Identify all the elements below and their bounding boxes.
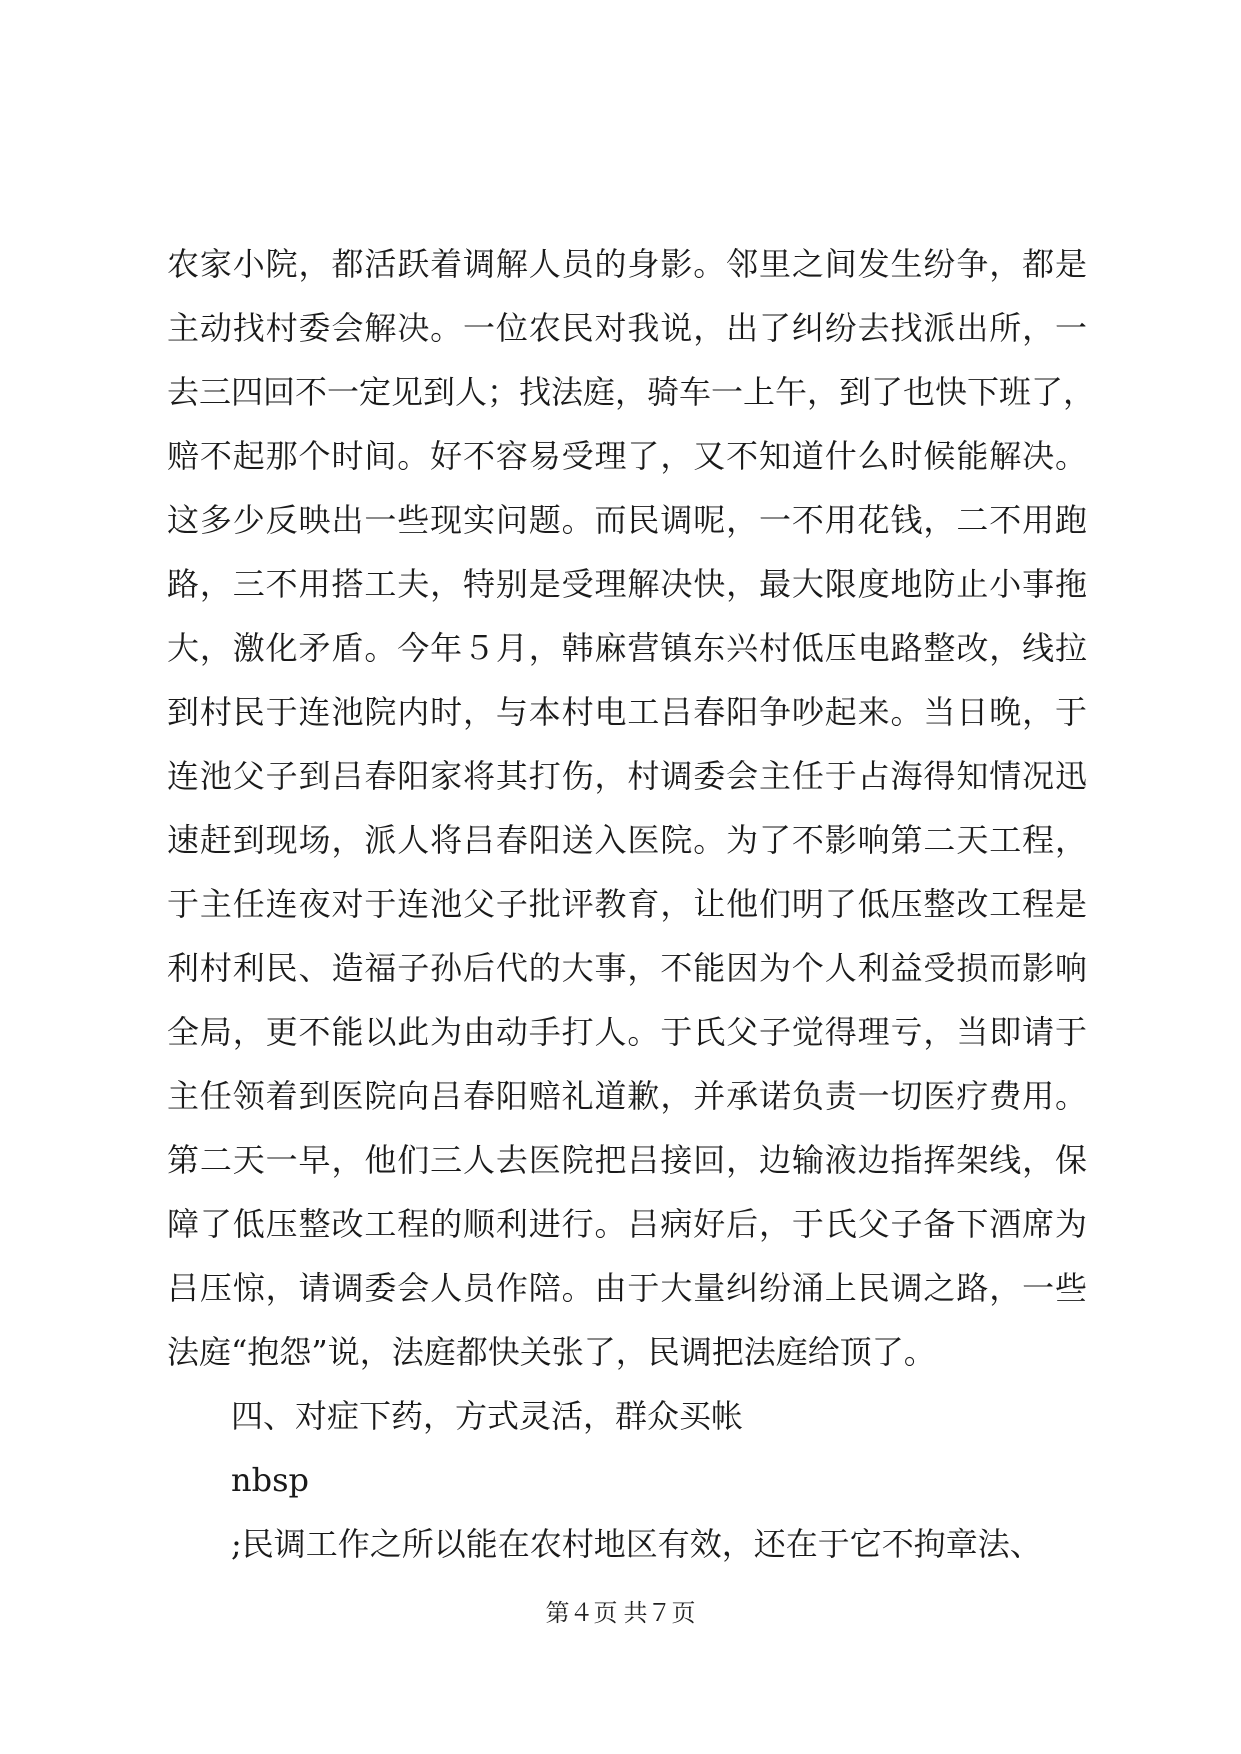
text-line-17: 吕压惊，请调委会人员作陪。由于大量纠纷涌上民调之路，一些 bbox=[167, 1269, 1087, 1307]
text-line-6: 路，三不用搭工夫，特别是受理解决快，最大限度地防止小事拖 bbox=[167, 565, 1087, 603]
text-line-3: 去三四回不一定见到人；找法庭，骑车一上午，到了也快下班了， bbox=[167, 373, 1096, 411]
section-heading: 四、对症下药，方式灵活，群众买帐 bbox=[231, 1397, 744, 1435]
text-line-11: 于主任连夜对于连池父子批评教育，让他们明了低压整改工程是 bbox=[167, 885, 1087, 923]
text-line-18: 法庭“抱怨”说，法庭都快关张了，民调把法庭给顶了。 bbox=[167, 1333, 936, 1371]
text-line-16: 障了低压整改工程的顺利进行。吕病好后，于氏父子备下酒席为 bbox=[167, 1205, 1087, 1243]
text-line-14: 主任领着到医院向吕春阳赔礼道歉，并承诺负责一切医疗费用。 bbox=[167, 1077, 1087, 1115]
body-text bbox=[167, 232, 1096, 1576]
text-line-4: 赔不起那个时间。好不容易受理了，又不知道什么时候能解决。 bbox=[167, 437, 1087, 475]
text-line-2: 主动找村委会解决。一位农民对我说，出了纠纷去找派出所，一 bbox=[167, 309, 1087, 347]
text-line-10: 速赶到现场，派人将吕春阳送入医院。为了不影响第二天工程， bbox=[167, 821, 1087, 859]
text-line-7: 大，激化矛盾。今年５月，韩麻营镇东兴村低压电路整改，线拉 bbox=[167, 629, 1087, 667]
text-line-8: 到村民于连池院内时，与本村电工吕春阳争吵起来。当日晚，于 bbox=[167, 693, 1087, 731]
text-line-15: 第二天一早，他们三人去医院把吕接回，边输液边指挥架线，保 bbox=[167, 1141, 1087, 1179]
text-line-5: 这多少反映出一些现实问题。而民调呢，一不用花钱，二不用跑 bbox=[167, 501, 1087, 539]
nbsp-line: nbsp bbox=[231, 1461, 309, 1499]
text-line-1: 农家小院，都活跃着调解人员的身影。邻里之间发生纷争，都是 bbox=[167, 245, 1087, 283]
text-line-13: 全局，更不能以此为由动手打人。于氏父子觉得理亏，当即请于 bbox=[167, 1013, 1087, 1051]
text-line-12: 利村利民、造福子孙后代的大事，不能因为个人利益受损而影响 bbox=[167, 949, 1087, 987]
page-footer: 第４页 共７页 bbox=[545, 1601, 696, 1627]
text-line-9: 连池父子到吕春阳家将其打伤，村调委会主任于占海得知情况迅 bbox=[167, 757, 1087, 795]
continuation-line: ;民调工作之所以能在农村地区有效，还在于它不拘章法、 bbox=[231, 1525, 1042, 1563]
